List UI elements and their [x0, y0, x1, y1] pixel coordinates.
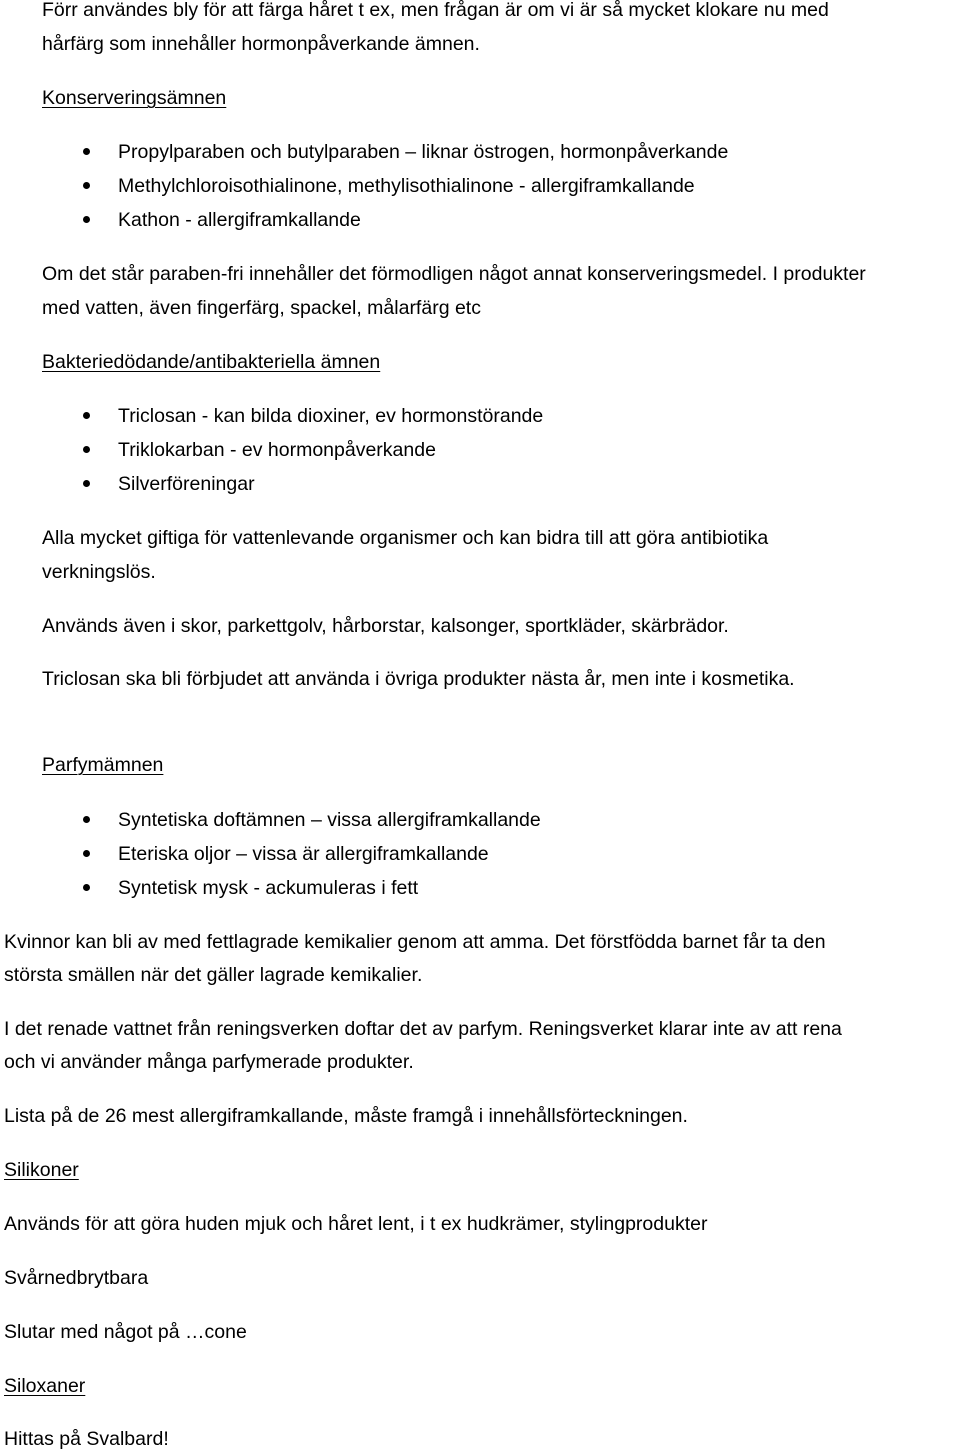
antibacterial-p1-line-2: verkningslös.: [42, 561, 156, 583]
silicones-heading: Silikoner: [4, 1159, 79, 1181]
bullet-icon: [83, 480, 90, 487]
preservatives-item-2: Methylchloroisothialinone, methylisothialinone - allergiframkallande: [118, 175, 695, 197]
preservatives-note-line-2: med vatten, även fingerfärg, spackel, målarfärg etc: [42, 297, 481, 319]
perfume-heading: Parfymämnen: [42, 754, 164, 776]
antibacterial-item-3: Silverföreningar: [118, 473, 255, 495]
perfume-p3: Lista på de 26 mest allergiframkallande, måste framgå i innehållsförteckningen.: [4, 1105, 688, 1127]
bullet-icon: [83, 816, 90, 823]
silicones-p1: Används för att göra huden mjuk och håret lent, i t ex hudkrämer, stylingprodukter: [4, 1213, 708, 1235]
bullet-icon: [83, 412, 90, 419]
preservatives-item-1: Propylparaben och butylparaben – liknar östrogen, hormonpåverkande: [118, 141, 729, 163]
bullet-icon: [83, 148, 90, 155]
intro-line-1: Förr användes bly för att färga håret t ex, men frågan är om vi är så mycket klokare nu med: [42, 0, 829, 21]
silicones-p3: Slutar med något på …cone: [4, 1321, 247, 1343]
perfume-p1-line-1: Kvinnor kan bli av med fettlagrade kemikalier genom att amma. Det förstfödda barnet får ta den: [4, 931, 826, 953]
bullet-icon: [83, 446, 90, 453]
perfume-item-3: Syntetisk mysk - ackumuleras i fett: [118, 877, 419, 899]
preservatives-note-line-1: Om det står paraben-fri innehåller det förmodligen något annat konserveringsmedel. I produkter: [42, 263, 866, 285]
perfume-p1-line-2: största smällen när det gäller lagrade kemikalier.: [4, 964, 423, 986]
perfume-item-2: Eteriska oljor – vissa är allergiframkallande: [118, 843, 489, 865]
antibacterial-p2: Används även i skor, parkettgolv, hårborstar, kalsonger, sportkläder, skärbrädor.: [42, 615, 729, 637]
antibacterial-p3: Triclosan ska bli förbjudet att använda i övriga produkter nästa år, men inte i kosmetika.: [42, 668, 795, 690]
intro-line-2: hårfärg som innehåller hormonpåverkande ämnen.: [42, 33, 480, 55]
bullet-icon: [83, 884, 90, 891]
antibacterial-item-2: Triklokarban - ev hormonpåverkande: [118, 439, 436, 461]
perfume-item-1: Syntetiska doftämnen – vissa allergiframkallande: [118, 809, 541, 831]
preservatives-item-3: Kathon - allergiframkallande: [118, 209, 361, 231]
antibacterial-heading: Bakteriedödande/antibakteriella ämnen: [42, 351, 381, 373]
antibacterial-p1-line-1: Alla mycket giftiga för vattenlevande organismer och kan bidra till att göra antibiotika: [42, 527, 769, 549]
antibacterial-item-1: Triclosan - kan bilda dioxiner, ev hormonstörande: [118, 405, 544, 427]
preservatives-heading: Konserveringsämnen: [42, 87, 227, 109]
siloxanes-heading: Siloxaner: [4, 1375, 86, 1397]
bullet-icon: [83, 182, 90, 189]
siloxanes-p1: Hittas på Svalbard!: [4, 1428, 169, 1450]
silicones-p2: Svårnedbrytbara: [4, 1267, 149, 1289]
perfume-p2-line-2: och vi använder många parfymerade produkter.: [4, 1051, 414, 1073]
perfume-p2-line-1: I det renade vattnet från reningsverken doftar det av parfym. Reningsverket klarar inte av att rena: [4, 1018, 842, 1040]
bullet-icon: [83, 216, 90, 223]
bullet-icon: [83, 850, 90, 857]
